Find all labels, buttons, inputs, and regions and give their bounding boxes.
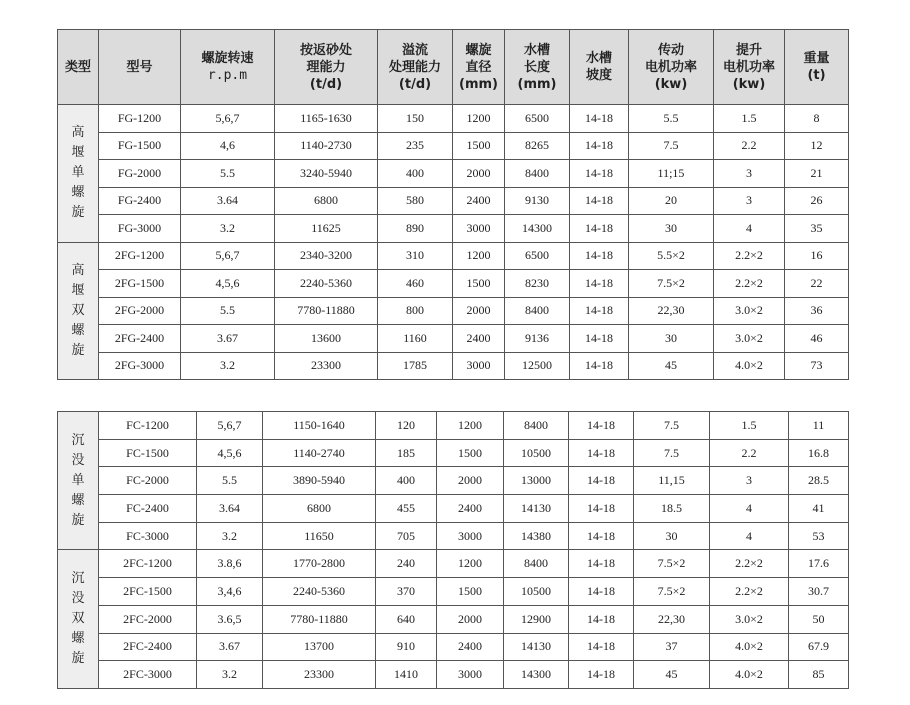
table-cell: 3.2 — [181, 215, 275, 243]
table-cell: 14380 — [504, 522, 569, 550]
table-cell: 1.5 — [714, 105, 785, 133]
table-row — [58, 439, 849, 467]
table-cell: 3000 — [453, 352, 505, 380]
table-cell: 14-18 — [570, 187, 629, 215]
table-cell: 12 — [785, 132, 849, 160]
table-cell: 235 — [378, 132, 453, 160]
table-cell: 14-18 — [570, 132, 629, 160]
table-cell: 6800 — [263, 495, 376, 523]
table-cell: 11,15 — [634, 467, 710, 495]
table-row — [58, 352, 849, 380]
table-cell: 14-18 — [569, 605, 634, 633]
table-row — [58, 605, 849, 633]
table-cell: 4.0×2 — [710, 661, 789, 689]
header-line: (t/d) — [398, 76, 432, 92]
table-cell: 14-18 — [569, 522, 634, 550]
table-cell: 1410 — [376, 661, 437, 689]
header-line: 直径 — [465, 59, 492, 75]
table-cell: 2000 — [437, 467, 504, 495]
table-cell: FC-2000 — [99, 467, 197, 495]
table-cell: 14300 — [504, 661, 569, 689]
table-cell: 2FC-2400 — [99, 633, 197, 661]
table-row — [58, 242, 849, 270]
table-cell: 5,6,7 — [181, 105, 275, 133]
table-cell: 5,6,7 — [197, 412, 263, 440]
header-line: (t/d) — [309, 76, 343, 92]
column-header — [58, 30, 99, 105]
group-label-text: 高 堰 单 螺 旋 — [71, 125, 85, 221]
table-cell: 6500 — [505, 242, 570, 270]
table-cell: 3.8,6 — [197, 550, 263, 578]
table-cell: 1500 — [453, 132, 505, 160]
table-cell: 2400 — [453, 187, 505, 215]
table-cell: 14-18 — [569, 633, 634, 661]
table-cell: 2.2×2 — [710, 550, 789, 578]
table-row — [58, 467, 849, 495]
table-cell: 46 — [785, 325, 849, 353]
table-cell: 1200 — [453, 105, 505, 133]
table-cell: 35 — [785, 215, 849, 243]
table-cell: 2.2×2 — [710, 578, 789, 606]
table-cell: 7.5 — [634, 439, 710, 467]
header-line: r.p.m — [207, 68, 248, 83]
table-cell: 14-18 — [570, 270, 629, 298]
table-cell: 14300 — [505, 215, 570, 243]
table-cell: 14130 — [504, 633, 569, 661]
table-cell: 1500 — [437, 439, 504, 467]
column-header — [99, 30, 181, 105]
column-header — [505, 30, 570, 105]
table-cell: 23300 — [275, 352, 378, 380]
group-label — [58, 412, 99, 550]
table-cell: 30 — [629, 215, 714, 243]
header-line: 螺旋转速 — [201, 51, 254, 66]
table-cell: 73 — [785, 352, 849, 380]
table-cell: 14-18 — [569, 439, 634, 467]
table-cell: 21 — [785, 160, 849, 188]
table-cell: 7780-11880 — [263, 605, 376, 633]
table-cell: 640 — [376, 605, 437, 633]
table-cell: 50 — [789, 605, 849, 633]
table-cell: 5,6,7 — [181, 242, 275, 270]
table-cell: FG-1200 — [99, 105, 181, 133]
table-cell: 150 — [378, 105, 453, 133]
table-cell: 370 — [376, 578, 437, 606]
table-cell: 14-18 — [569, 412, 634, 440]
header-line: 传动 — [657, 42, 684, 58]
table-cell: FG-3000 — [99, 215, 181, 243]
table-cell: 185 — [376, 439, 437, 467]
table-cell: 3.64 — [181, 187, 275, 215]
table-cell: 4,5,6 — [197, 439, 263, 467]
table-cell: 3000 — [437, 661, 504, 689]
table-cell: 37 — [634, 633, 710, 661]
table-cell: 3.2 — [197, 522, 263, 550]
spec-table-top — [57, 29, 849, 380]
table-cell: 5.5 — [181, 160, 275, 188]
table-cell: 14-18 — [569, 495, 634, 523]
table-cell: FC-1500 — [99, 439, 197, 467]
table-cell: 14-18 — [570, 325, 629, 353]
table-row — [58, 187, 849, 215]
table-cell: 5.5 — [181, 297, 275, 325]
header-line: 溢流 — [401, 42, 428, 58]
table-cell: 6500 — [505, 105, 570, 133]
table-row — [58, 661, 849, 689]
table-cell: 22 — [785, 270, 849, 298]
table-cell: 580 — [378, 187, 453, 215]
table-cell: 45 — [634, 661, 710, 689]
table-cell: 3.0×2 — [710, 605, 789, 633]
table-cell: 7.5 — [629, 132, 714, 160]
table-cell: 2400 — [437, 633, 504, 661]
table-cell: 6800 — [275, 187, 378, 215]
table-row — [58, 550, 849, 578]
table-cell: 3.67 — [197, 633, 263, 661]
table-cell: 11 — [789, 412, 849, 440]
table-cell: 8400 — [505, 160, 570, 188]
table-cell: 18.5 — [634, 495, 710, 523]
header-line: (kw) — [732, 76, 766, 92]
table-cell: 30 — [629, 325, 714, 353]
table-cell: 14-18 — [569, 467, 634, 495]
table-cell: 2FC-1200 — [99, 550, 197, 578]
table-cell: FC-1200 — [99, 412, 197, 440]
table-cell: 2.2×2 — [714, 242, 785, 270]
table-cell: 1.5 — [710, 412, 789, 440]
table-cell: 28.5 — [789, 467, 849, 495]
table-row — [58, 522, 849, 550]
table-cell: 1500 — [437, 578, 504, 606]
spec-table-bottom — [57, 411, 849, 689]
table-cell: 2FC-2000 — [99, 605, 197, 633]
header-line: 电机功率 — [644, 59, 697, 75]
header-line: 水槽 — [585, 51, 612, 66]
header-line: 型号 — [126, 59, 153, 75]
table-cell: 3000 — [453, 215, 505, 243]
table-cell: 4.0×2 — [710, 633, 789, 661]
header-line: 螺旋 — [465, 42, 492, 58]
table-cell: 4 — [710, 495, 789, 523]
bottom-table-body — [58, 412, 849, 689]
table-cell: 16.8 — [789, 439, 849, 467]
header-line: 长度 — [523, 59, 550, 75]
table-cell: 3240-5940 — [275, 160, 378, 188]
column-header — [181, 30, 275, 105]
table-cell: 30 — [634, 522, 710, 550]
table-cell: 3 — [714, 187, 785, 215]
table-cell: 1785 — [378, 352, 453, 380]
table-cell: 2000 — [453, 297, 505, 325]
header-line: 处理能力 — [388, 59, 441, 75]
column-header — [453, 30, 505, 105]
table-cell: 5.5 — [629, 105, 714, 133]
table-cell: 14-18 — [570, 352, 629, 380]
table-cell: 2FG-3000 — [99, 352, 181, 380]
table-row — [58, 160, 849, 188]
table-cell: 11625 — [275, 215, 378, 243]
header-row — [58, 30, 849, 105]
table-cell: 2FC-3000 — [99, 661, 197, 689]
table-row — [58, 495, 849, 523]
table-cell: 10500 — [504, 439, 569, 467]
table-cell: 4.0×2 — [714, 352, 785, 380]
table-cell: 7.5×2 — [629, 270, 714, 298]
table-cell: 14-18 — [569, 578, 634, 606]
table-cell: 5.5 — [197, 467, 263, 495]
table-cell: 3000 — [437, 522, 504, 550]
table-cell: 2000 — [437, 605, 504, 633]
group-label — [58, 242, 99, 380]
table-cell: 36 — [785, 297, 849, 325]
table-cell: 11650 — [263, 522, 376, 550]
table-cell: 310 — [378, 242, 453, 270]
table-cell: 4 — [710, 522, 789, 550]
column-header — [570, 30, 629, 105]
table-cell: 13600 — [275, 325, 378, 353]
table-cell: 8 — [785, 105, 849, 133]
table-cell: 1140-2740 — [263, 439, 376, 467]
header-line: 理能力 — [306, 59, 346, 75]
table-cell: 14-18 — [569, 661, 634, 689]
header-line: 类型 — [64, 59, 91, 75]
table-cell: 3.2 — [181, 352, 275, 380]
table-cell: 1140-2730 — [275, 132, 378, 160]
table-cell: 2FG-1200 — [99, 242, 181, 270]
table-row — [58, 297, 849, 325]
table-cell: 8400 — [504, 412, 569, 440]
table-cell: 3.2 — [197, 661, 263, 689]
table-cell: FC-3000 — [99, 522, 197, 550]
table-cell: 3890-5940 — [263, 467, 376, 495]
header-line: 重量 — [803, 51, 830, 66]
column-header — [714, 30, 785, 105]
table-cell: FG-2400 — [99, 187, 181, 215]
table-cell: 8265 — [505, 132, 570, 160]
table-cell: 30.7 — [789, 578, 849, 606]
table-cell: 22,30 — [634, 605, 710, 633]
table-cell: 400 — [378, 160, 453, 188]
table-cell: 17.6 — [789, 550, 849, 578]
table-cell: 8400 — [504, 550, 569, 578]
table-cell: 3.64 — [197, 495, 263, 523]
table-cell: 7.5 — [634, 412, 710, 440]
table-cell: 4 — [714, 215, 785, 243]
table-cell: 890 — [378, 215, 453, 243]
table-cell: 1165-1630 — [275, 105, 378, 133]
table-row — [58, 132, 849, 160]
table-cell: 1500 — [453, 270, 505, 298]
table-cell: 67.9 — [789, 633, 849, 661]
table-cell: 9136 — [505, 325, 570, 353]
table-cell: 2400 — [453, 325, 505, 353]
table-cell: 14-18 — [569, 550, 634, 578]
table-cell: 2240-5360 — [263, 578, 376, 606]
header-line: (mm) — [459, 76, 498, 92]
header-line: 电机功率 — [722, 59, 775, 75]
table-row — [58, 215, 849, 243]
table-cell: 2340-3200 — [275, 242, 378, 270]
table-cell: 800 — [378, 297, 453, 325]
table-cell: 14-18 — [570, 105, 629, 133]
table-cell: 53 — [789, 522, 849, 550]
table-cell: 11;15 — [629, 160, 714, 188]
table-row — [58, 578, 849, 606]
table-cell: 120 — [376, 412, 437, 440]
table-cell: 705 — [376, 522, 437, 550]
table-cell: 460 — [378, 270, 453, 298]
table-cell: 2FG-2400 — [99, 325, 181, 353]
table-cell: 20 — [629, 187, 714, 215]
table-cell: FC-2400 — [99, 495, 197, 523]
table-cell: 85 — [789, 661, 849, 689]
table-cell: 3.67 — [181, 325, 275, 353]
table-cell: 3,4,6 — [197, 578, 263, 606]
table-cell: 14-18 — [570, 297, 629, 325]
group-label-text: 沉 没 双 螺 旋 — [71, 571, 85, 667]
table-cell: FG-1500 — [99, 132, 181, 160]
table-cell: 22,30 — [629, 297, 714, 325]
table-cell: 4,6 — [181, 132, 275, 160]
table-cell: 3 — [710, 467, 789, 495]
header-line: 按返砂处 — [299, 42, 352, 58]
header-line: (t) — [807, 68, 826, 83]
table-cell: 41 — [789, 495, 849, 523]
table-cell: 2FG-2000 — [99, 297, 181, 325]
header-line: (mm) — [517, 76, 557, 92]
table-cell: 3.0×2 — [714, 297, 785, 325]
table-cell: 26 — [785, 187, 849, 215]
table-cell: 1200 — [453, 242, 505, 270]
table-cell: FG-2000 — [99, 160, 181, 188]
table-cell: 2400 — [437, 495, 504, 523]
table-cell: 7780-11880 — [275, 297, 378, 325]
table-cell: 2FG-1500 — [99, 270, 181, 298]
header-line: 提升 — [735, 42, 762, 58]
table-cell: 3 — [714, 160, 785, 188]
table-row — [58, 325, 849, 353]
table-row — [58, 270, 849, 298]
table-cell: 3.0×2 — [714, 325, 785, 353]
table-cell: 23300 — [263, 661, 376, 689]
table-cell: 2.2 — [710, 439, 789, 467]
table-cell: 1200 — [437, 412, 504, 440]
table-cell: 7.5×2 — [634, 550, 710, 578]
table-cell: 1150-1640 — [263, 412, 376, 440]
group-label — [58, 550, 99, 688]
table-cell: 14130 — [504, 495, 569, 523]
table-cell: 13700 — [263, 633, 376, 661]
table-row — [58, 633, 849, 661]
table-cell: 14-18 — [570, 160, 629, 188]
table-cell: 2000 — [453, 160, 505, 188]
table-cell: 910 — [376, 633, 437, 661]
table-row — [58, 105, 849, 133]
top-table-body — [58, 105, 849, 380]
table-cell: 7.5×2 — [634, 578, 710, 606]
table-cell: 2240-5360 — [275, 270, 378, 298]
table-cell: 12500 — [505, 352, 570, 380]
column-header — [378, 30, 453, 105]
group-label — [58, 105, 99, 243]
table-cell: 1200 — [437, 550, 504, 578]
header-line: 坡度 — [585, 68, 612, 83]
column-header — [275, 30, 378, 105]
table-cell: 1770-2800 — [263, 550, 376, 578]
table-cell: 14-18 — [570, 215, 629, 243]
table-cell: 8230 — [505, 270, 570, 298]
table-cell: 1160 — [378, 325, 453, 353]
group-label-text: 高 堰 双 螺 旋 — [71, 262, 85, 358]
table-cell: 455 — [376, 495, 437, 523]
table-cell: 45 — [629, 352, 714, 380]
table-cell: 14-18 — [570, 242, 629, 270]
table-cell: 3.6,5 — [197, 605, 263, 633]
table-cell: 16 — [785, 242, 849, 270]
table-cell: 10500 — [504, 578, 569, 606]
table-cell: 400 — [376, 467, 437, 495]
header-line: 水槽 — [523, 42, 550, 58]
table-cell: 13000 — [504, 467, 569, 495]
table-cell: 8400 — [505, 297, 570, 325]
header-line: (kw) — [654, 76, 688, 92]
table-cell: 2.2×2 — [714, 270, 785, 298]
table-cell: 240 — [376, 550, 437, 578]
table-cell: 2FC-1500 — [99, 578, 197, 606]
column-header — [629, 30, 714, 105]
table-cell: 12900 — [504, 605, 569, 633]
table-cell: 4,5,6 — [181, 270, 275, 298]
table-cell: 5.5×2 — [629, 242, 714, 270]
table-cell: 9130 — [505, 187, 570, 215]
column-header — [785, 30, 849, 105]
table-cell: 2.2 — [714, 132, 785, 160]
group-label-text: 沉 没 单 螺 旋 — [71, 432, 85, 528]
table-row — [58, 412, 849, 440]
